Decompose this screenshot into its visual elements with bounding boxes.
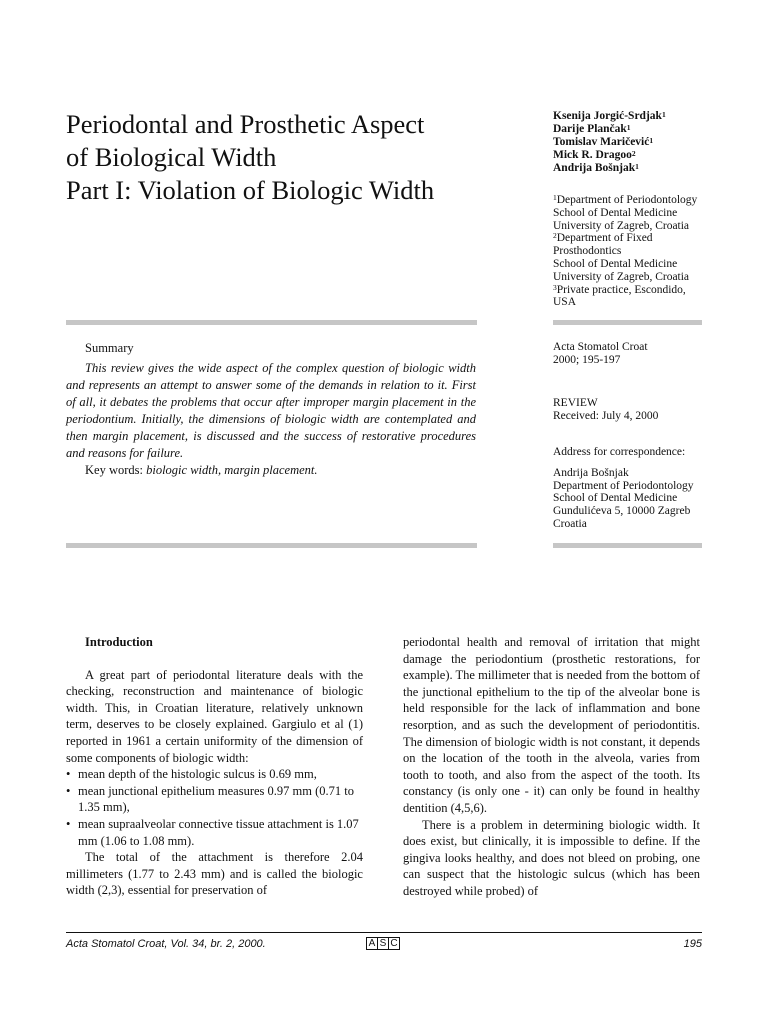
body-column-left (66, 634, 363, 899)
title-line-3: Part I: Violation of Biologic Width (66, 175, 435, 205)
journal-info: Acta Stomatol Croat 2000; 195-197 (553, 341, 648, 366)
affiliation-line: USA (553, 296, 577, 309)
received-date: Received: July 4, 2000 (553, 409, 659, 422)
keywords-value: biologic width, margin placement. (146, 463, 318, 477)
author: Andrija Bošnjak$^1$ (553, 162, 639, 174)
paragraph: A great part of periodontal literature deals with the checking, reconstruction and maintenance of biologic width. This, in Croatian literature, relatively unknown term, deserves to be closely explained. Gargiulo et al (1) reported in 1961 a certain uniformity of the dimension of some components of biologic width: (66, 667, 363, 765)
summary-section (66, 340, 476, 479)
affiliation-line: University of Zagreb, Croatia (553, 270, 690, 283)
article-title (66, 108, 506, 207)
author-list (553, 110, 753, 175)
affiliation-line: $^1$Department of Periodontology (553, 193, 698, 206)
paragraph: There is a problem in determining biologic width. It does exist, but clinically, it is impossible to define. If the gingiva looks healthy, and does not bleed on probing, one can suspect that the histologic sulcus (which has been destroyed while probed) of (403, 817, 700, 898)
page-number: 195 (683, 938, 702, 950)
paragraph: The total of the attachment is therefore 2.04 millimeters (1.77 to 2.43 mm) and is called the biologic width (2,3), essential for preservation of (66, 850, 363, 898)
body-column-right (403, 634, 700, 900)
keywords (66, 462, 476, 479)
paragraph: periodontal health and removal of irritation that might damage the periodontium (prosthetic restorations, for example). The millimeter that is needed from the bottom of the junctional epithelium to the tip of the alveolar bone is held responsible for the lack of inflammation and bone resorption, and as such the development of periodontitis. The dimension of biologic width is not constant, it depends on the location of the tooth in the alveola, varies from tooth to tooth, and also from the aspect of the tooth. Its constancy (is only one - it) can only be found in healthy dentition (4,5,6). (403, 635, 700, 815)
section-heading: Introduction (85, 635, 153, 649)
affiliation-line: $^3$Private practice, Escondido, (553, 282, 686, 296)
bullet-list (66, 766, 363, 849)
asc-logo: A S C (366, 937, 399, 950)
affiliation-line: School of Dental Medicine (553, 206, 678, 219)
affiliation-line: Prosthodontics (553, 245, 622, 258)
title-line-2: of Biological Width (66, 142, 277, 172)
page-footer (66, 937, 702, 953)
abstract-text: This review gives the wide aspect of the complex question of biologic width and represents an attempt to answer some of the demands in relation to it. First of all, it debates the problems that occur after improper margin placement in the periodontium. Initially, the dimensions of biologic width are contemplated and then margin placement, is discussed and the success of restorative procedures and reasons for failure. (66, 361, 476, 460)
affiliations (553, 194, 753, 309)
list-item: • mean supraalveolar connective tissue attachment is 1.07 mm (1.06 to 1.08 mm). (66, 816, 363, 849)
title-line-1: Periodontal and Prosthetic Aspect (66, 109, 425, 139)
author: Tomislav Maričević$^1$ (553, 136, 654, 148)
footer-journal: Acta Stomatol Croat, Vol. 34, br. 2, 2000. (66, 938, 266, 950)
affiliation-line: $^2$Department of Fixed (553, 231, 653, 245)
author: Darije Plančak$^1$ (553, 123, 631, 135)
divider-bar (553, 543, 702, 548)
review-info (553, 397, 753, 423)
correspondence-address: Address for correspondence: Andrija Bošnjak Department of Periodontology School of Dental Medicine Gundulićeva 5, 10000 Zagreb Croatia (553, 446, 753, 531)
summary-heading: Summary (85, 341, 134, 355)
footer-rule (66, 932, 702, 933)
list-item: • mean junctional epithelium measures 0.97 mm (0.71 to 1.35 mm), (66, 783, 363, 816)
author: Mick R. Dragoo$^2$ (553, 149, 636, 161)
keywords-label: Key words: (85, 463, 143, 477)
correspondence-label: Address for correspondence: (553, 446, 686, 458)
author: Ksenija Jorgić-Srdjak$^1$ (553, 110, 666, 122)
divider-bar (66, 320, 477, 325)
divider-bar (66, 543, 477, 548)
affiliation-line: University of Zagreb, Croatia (553, 219, 690, 232)
article-type: REVIEW (553, 397, 598, 409)
list-item: • mean depth of the histologic sulcus is 0.69 mm, (66, 766, 363, 783)
affiliation-line: School of Dental Medicine (553, 257, 678, 270)
divider-bar (553, 320, 702, 325)
